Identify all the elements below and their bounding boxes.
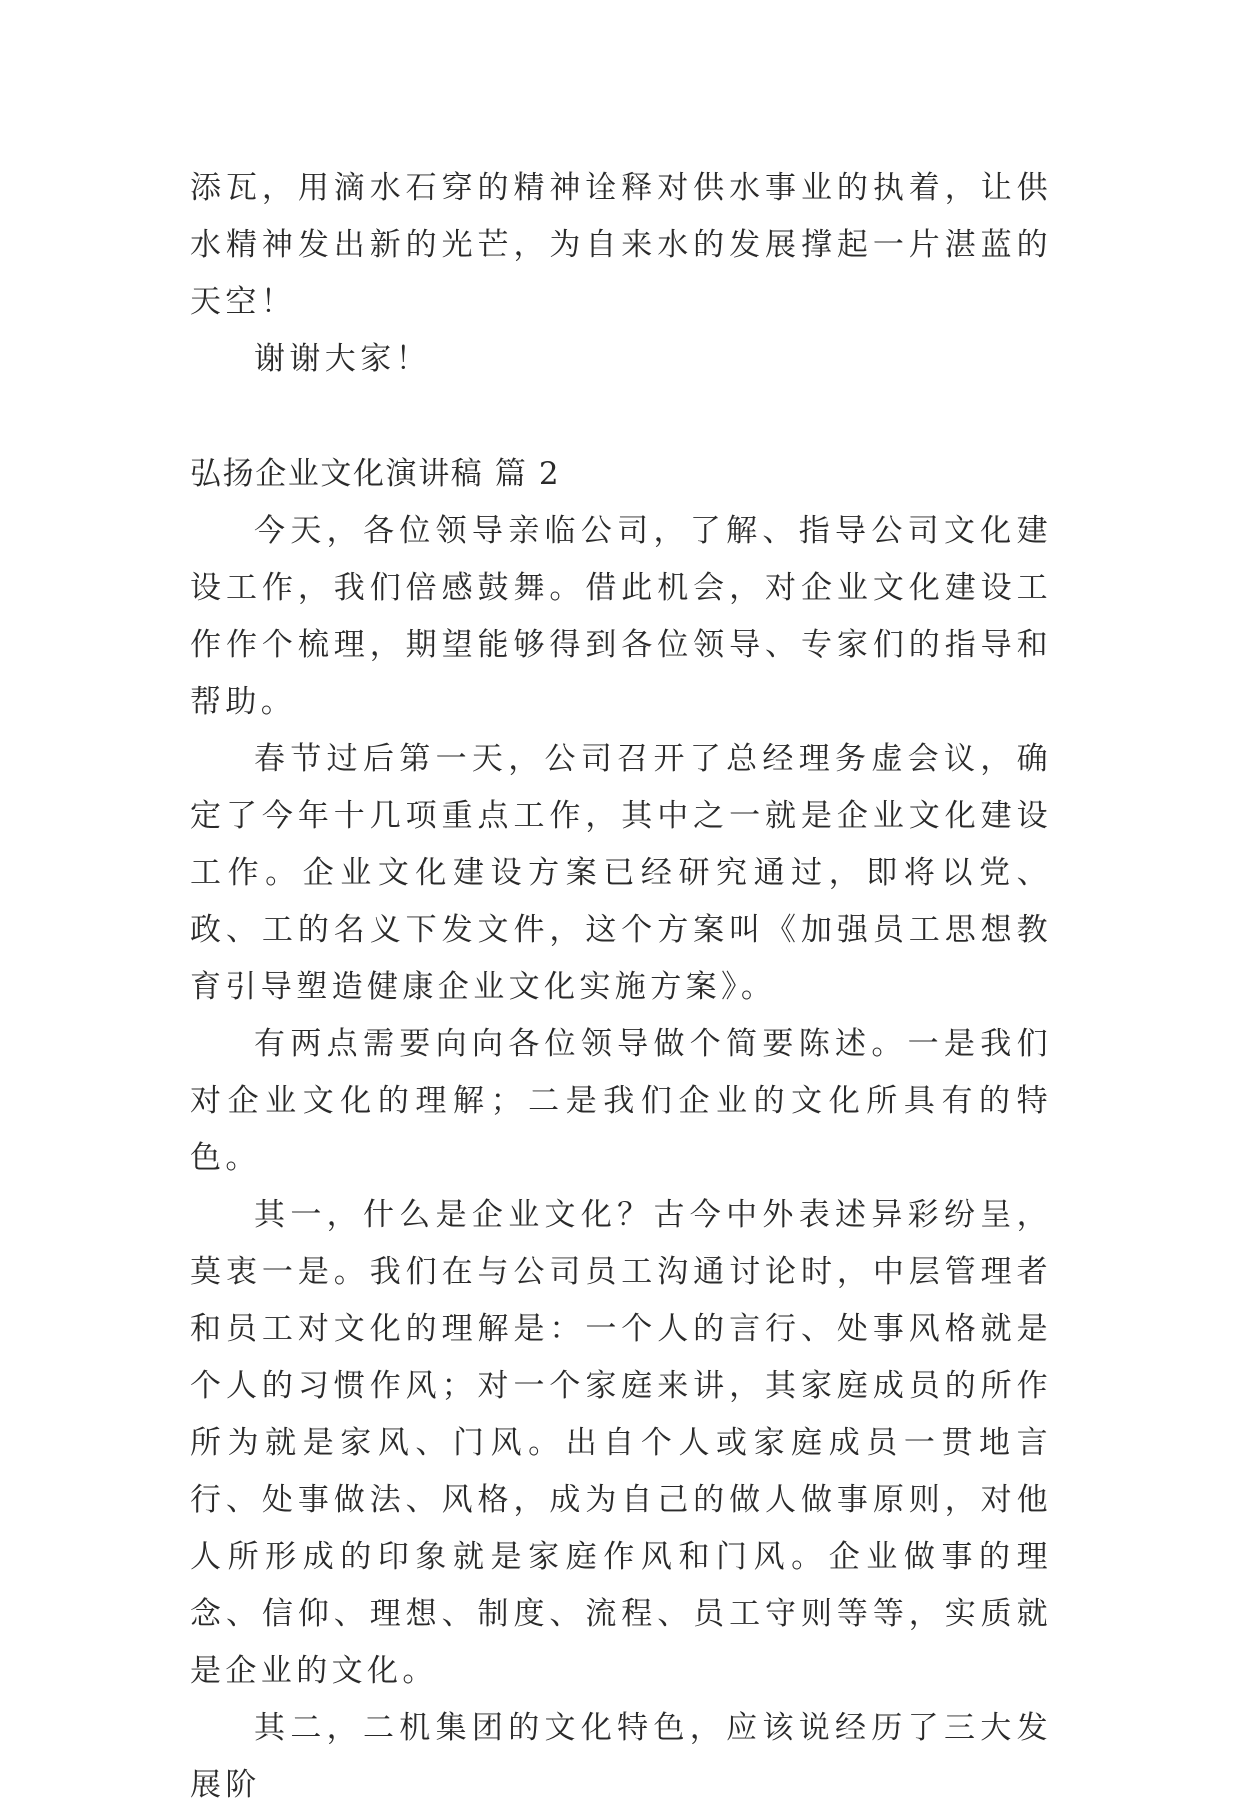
section-heading: 弘扬企业文化演讲稿 篇 2: [190, 456, 561, 492]
paragraph: 其一，什么是企业文化？古今中外表述异彩纷呈，莫衷一是。我们在与公司员工沟通讨论时，中层管理者和员工对文化的理解是：一个人的言行、处事风格就是个人的习惯作风；对一个家庭来讲，其家庭成员的所作所为就是家风、门风。出自个人或家庭成员一贯地言行、处事做法、风格，成为自己的做人做事原则，对他人所形成的印象就是家庭作风和门风。企业做事的理念、信仰、理想、制度、流程、员工守则等等，实质就是企业的文化。: [190, 1197, 1052, 1689]
paragraph: 其二，二机集团的文化特色，应该说经历了三大发展阶: [190, 1710, 1052, 1803]
paragraph: 有两点需要向向各位领导做个简要陈述。一是我们对企业文化的理解；二是我们企业的文化所具有的特色。: [190, 1026, 1052, 1176]
document-body: [190, 160, 1052, 1814]
paragraph: 春节过后第一天，公司召开了总经理务虚会议，确定了今年十几项重点工作，其中之一就是企业文化建设工作。企业文化建设方案已经研究通过，即将以党、政、工的名义下发文件，这个方案叫《加强员工思想教育引导塑造健康企业文化实施方案》。: [190, 741, 1052, 1005]
paragraph: 今天，各位领导亲临公司，了解、指导公司文化建设工作，我们倍感鼓舞。借此机会，对企业文化建设工作作个梳理，期望能够得到各位领导、专家们的指导和帮助。: [190, 513, 1052, 720]
paragraph-thanks: 谢谢大家！: [254, 341, 431, 377]
paragraph-continued: 添瓦，用滴水石穿的精神诠释对供水事业的执着，让供水精神发出新的光芒，为自来水的发展撑起一片湛蓝的天空！: [190, 170, 1052, 320]
